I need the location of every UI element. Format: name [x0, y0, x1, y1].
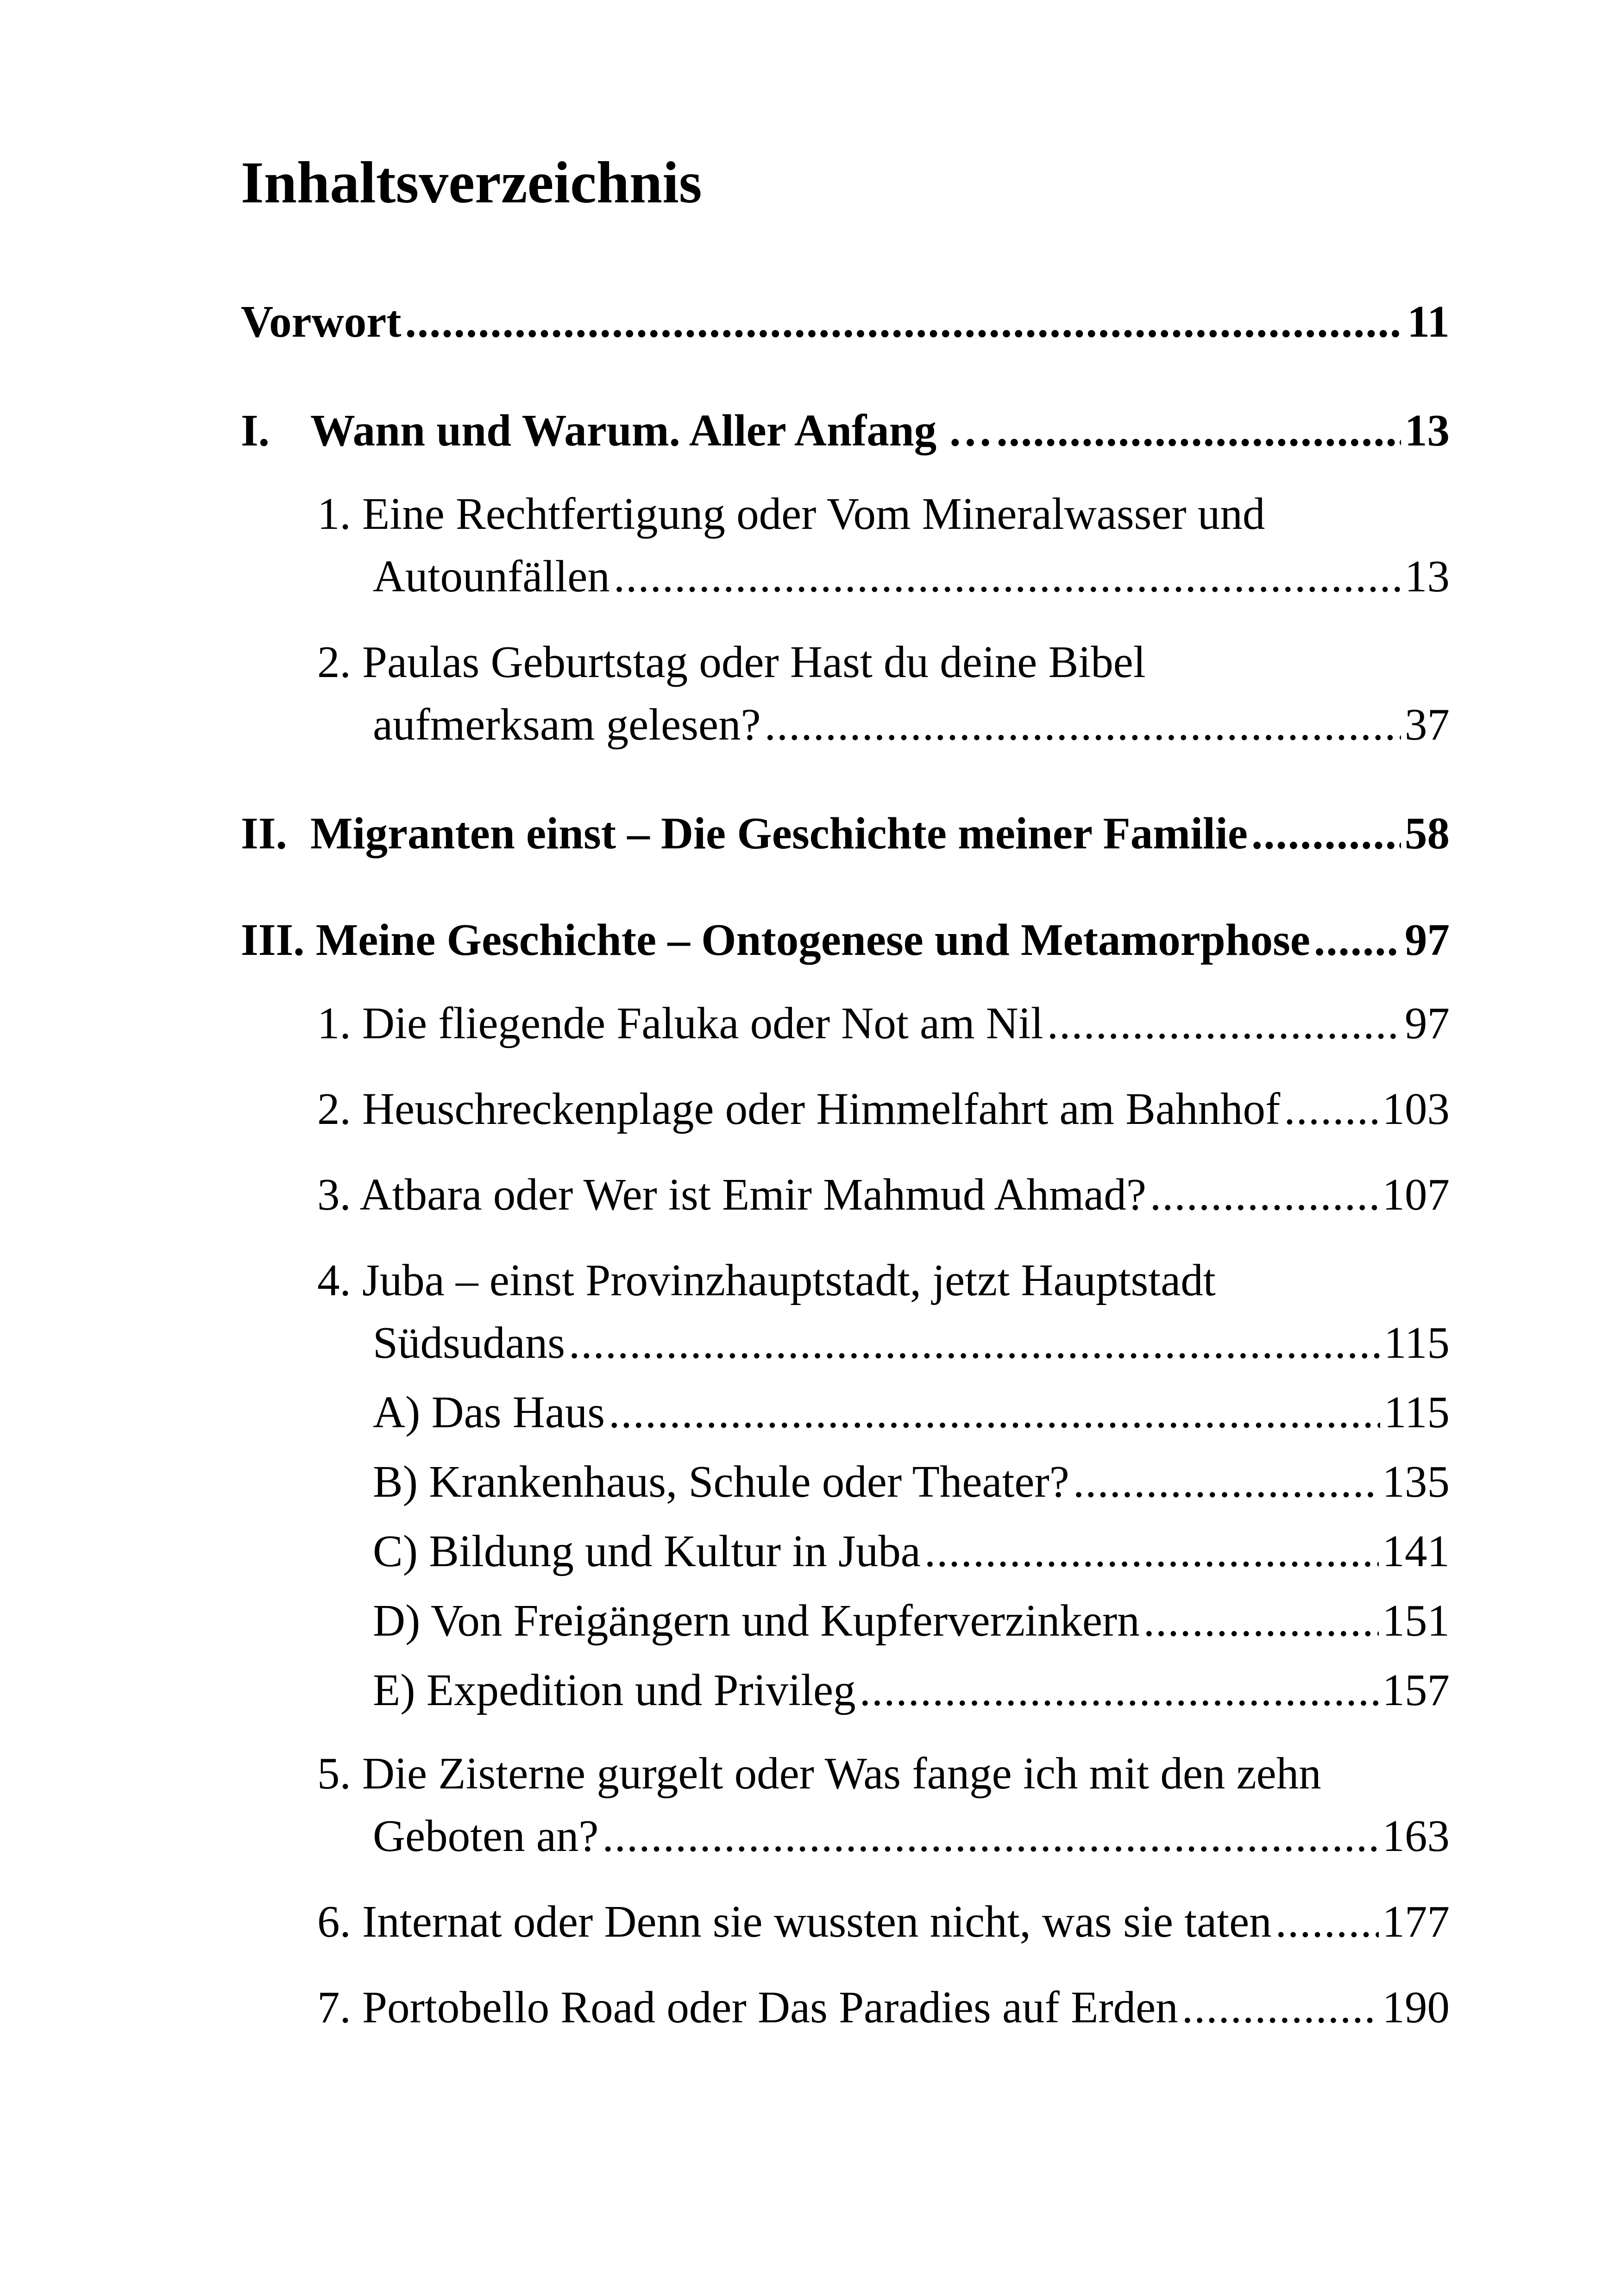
- toc-entry-3-4-d: [373, 1586, 1450, 1656]
- page-title: Inhaltsverzeichnis: [241, 150, 702, 215]
- toc-entry-label: A) Das Haus: [373, 1387, 605, 1437]
- toc-entry-1-2-line1: 2. Paulas Geburtstag oder Hast du deine Bibel: [317, 637, 1146, 687]
- toc-entry-label: Migranten einst – Die Geschichte meiner Familie: [310, 809, 1248, 858]
- toc-page-number: 177: [1382, 1897, 1450, 1946]
- toc-entry-3-4: [373, 1308, 1450, 1378]
- toc-entry-label: Autounfällen: [373, 552, 610, 601]
- toc-entry-label: C) Bildung und Kultur in Juba: [373, 1526, 921, 1576]
- toc-page-number: 115: [1384, 1318, 1450, 1368]
- toc-entry-3-5-line1: 5. Die Zisterne gurgelt oder Was fange ich mit den zehn: [317, 1749, 1321, 1798]
- dot-leader: [1143, 1586, 1379, 1656]
- toc-entry-label: Wann und Warum. Aller Anfang …: [310, 406, 993, 455]
- toc-page-number: 97: [1405, 998, 1450, 1048]
- toc-entry-3-1: [317, 989, 1450, 1058]
- dot-leader: [569, 1308, 1380, 1378]
- dot-leader: [602, 1801, 1378, 1871]
- toc-page-number: 11: [1407, 297, 1450, 346]
- dot-leader: [609, 1378, 1380, 1447]
- toc-entry-3-6: [317, 1887, 1450, 1957]
- toc-entry-3-5: [373, 1801, 1450, 1871]
- toc-page-number: 115: [1384, 1387, 1450, 1437]
- toc-entry-label: 2. Heuschreckenplage oder Himmelfahrt am Bahnhof: [317, 1084, 1281, 1134]
- toc-entry-label: E) Expedition und Privileg: [373, 1665, 856, 1715]
- toc-page-number: 107: [1382, 1170, 1450, 1219]
- toc-entry-label: 3. Atbara oder Wer ist Emir Mahmud Ahmad?: [317, 1170, 1146, 1219]
- dot-leader: [1314, 905, 1401, 975]
- toc-entry-label: aufmerksam gelesen?: [373, 700, 761, 749]
- toc-entry-chapter-3: [241, 905, 1450, 975]
- dot-leader: [614, 542, 1401, 611]
- toc-page-number: 13: [1405, 406, 1450, 455]
- dot-leader: [405, 287, 1404, 357]
- chapter-number: I.: [241, 406, 270, 455]
- toc-page-number: 135: [1382, 1457, 1450, 1506]
- toc-page-number: 103: [1382, 1084, 1450, 1134]
- toc-entry-chapter-2: [241, 799, 1450, 868]
- toc-entry-label: Geboten an?: [373, 1811, 599, 1861]
- dot-leader: [1284, 1074, 1378, 1144]
- dot-leader: [1150, 1160, 1379, 1230]
- toc-page-number: 151: [1382, 1596, 1450, 1645]
- toc-entry-1-1: [373, 542, 1450, 611]
- toc-entry-label: B) Krankenhaus, Schule oder Theater?: [373, 1457, 1069, 1506]
- dot-leader: [1073, 1447, 1379, 1517]
- toc-entry-vorwort: [241, 287, 1450, 357]
- toc-entry-1-2: [373, 690, 1450, 759]
- toc-page-number: 141: [1382, 1526, 1450, 1576]
- toc-page-number: 58: [1405, 809, 1450, 858]
- dot-leader: [1251, 799, 1401, 868]
- toc-entry-label: D) Von Freigängern und Kupferverzinkern: [373, 1596, 1140, 1645]
- dot-leader: [1275, 1887, 1379, 1957]
- dot-leader: [860, 1656, 1379, 1725]
- toc-entry-1-1-line1: 1. Eine Rechtfertigung oder Vom Mineralwasser und: [317, 489, 1265, 539]
- chapter-number: III.: [241, 915, 305, 965]
- toc-entry-label: 1. Die fliegende Faluka oder Not am Nil: [317, 998, 1043, 1048]
- toc-entry-label: 6. Internat oder Denn sie wussten nicht, was sie taten: [317, 1897, 1272, 1946]
- toc-entry-label: Vorwort: [241, 297, 402, 346]
- toc-entry-3-4-e: [373, 1656, 1450, 1725]
- toc-page-number: 13: [1405, 552, 1450, 601]
- toc-entry-3-4-b: [373, 1447, 1450, 1517]
- dot-leader: [996, 396, 1401, 465]
- toc-entry-label: Meine Geschichte – Ontogenese und Metamorphose: [315, 915, 1310, 965]
- chapter-number: II.: [241, 809, 287, 858]
- toc-entry-3-4-a: [373, 1378, 1450, 1447]
- toc-entry-label: 7. Portobello Road oder Das Paradies auf Erden: [317, 1982, 1178, 2032]
- toc-entry-3-4-line1: 4. Juba – einst Provinzhauptstadt, jetzt Hauptstadt: [317, 1255, 1216, 1305]
- toc-entry-3-7: [317, 1973, 1450, 2042]
- toc-entry-3-3: [317, 1160, 1450, 1230]
- toc-entry-3-4-c: [373, 1517, 1450, 1586]
- dot-leader: [924, 1517, 1379, 1586]
- dot-leader: [1047, 989, 1401, 1058]
- toc-entry-3-2: [317, 1074, 1450, 1144]
- dot-leader: [765, 690, 1401, 759]
- toc-page-number: 37: [1405, 700, 1450, 749]
- toc-entry-label: Südsudans: [373, 1318, 565, 1368]
- dot-leader: [1182, 1973, 1379, 2042]
- toc-page-number: 97: [1405, 915, 1450, 965]
- toc-page-number: 157: [1382, 1665, 1450, 1715]
- toc-entry-chapter-1: [241, 396, 1450, 465]
- toc-page-number: 190: [1382, 1982, 1450, 2032]
- toc-page-number: 163: [1382, 1811, 1450, 1861]
